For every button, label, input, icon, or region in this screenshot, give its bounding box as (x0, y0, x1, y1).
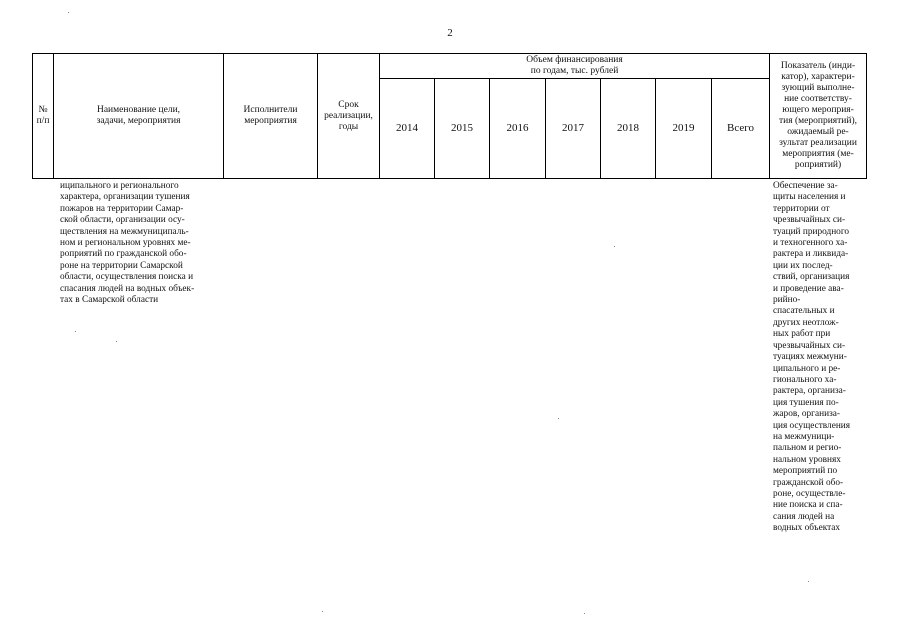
header-executors-label: Исполнители мероприятия (243, 105, 298, 126)
year-col-2015: 2015 (435, 79, 490, 179)
scan-speck (75, 331, 76, 332)
scan-speck (322, 611, 323, 612)
scan-speck (68, 12, 69, 13)
scan-speck (584, 613, 585, 614)
header-term-label: Срок реализации, годы (324, 99, 373, 132)
header-indicator (770, 54, 867, 179)
scan-speck (808, 581, 809, 582)
header-executors (224, 54, 318, 179)
header-num (33, 54, 54, 179)
header-term (318, 54, 380, 179)
year-col-2016: 2016 (490, 79, 546, 179)
scan-speck (558, 418, 559, 419)
page-number: 2 (447, 27, 453, 39)
year-col-2017: 2017 (546, 79, 601, 179)
year-col-2014: 2014 (380, 79, 435, 179)
header-name (54, 54, 224, 179)
indicator-description: Обеспечение за- щиты населения и территории от чрезвычайных си- туаций природного и техногенного ха- рактера и ликвида- ции их послед- ствий, организация и проведение ава- рийно- спасательных и других неотлож- ных работ при чрезвычайных си- туациях межмуни- ципального и ре- гионального ха- рактера, организа- ция тушения по- жаров, организа- ция осуществления на межмуници- пальном и регио- нальном уровнях мероприятий по гражданской обо- роне, осуществле- ние поиска и спа- сания людей на водных объектах (773, 181, 851, 534)
header-name-label: Наименование цели, задачи, мероприятия (96, 105, 181, 126)
year-col-2019: 2019 (656, 79, 712, 179)
header-indicator-label: Показатель (инди- катор), характери- зующий выполне- ние соответству- ющего мероприя- тия (мероприятий), ожидаемый ре- зультат реализации мероприятия (ме- роприятий) (779, 61, 858, 170)
year-col-2018: 2018 (601, 79, 656, 179)
year-col-total: Всего (712, 79, 770, 179)
header-num-label: № п/п (36, 105, 50, 126)
header-finance (380, 54, 770, 79)
header-finance-label: Объем финансирования по годам, тыс. рублей (526, 55, 623, 76)
activity-description: иципального и регионального характера, организации тушения пожаров на территории Самар- ской области, организации осу- ществления на межмуниципаль- ном и региональном уровнях ме- роприятий по гражданской обо- роне на территории Самарской области, осуществления поиска и спасания людей на водных объек- тах в Самарской области (60, 181, 195, 306)
header-table (32, 53, 867, 179)
scan-speck (116, 341, 117, 342)
scan-speck (614, 246, 615, 247)
